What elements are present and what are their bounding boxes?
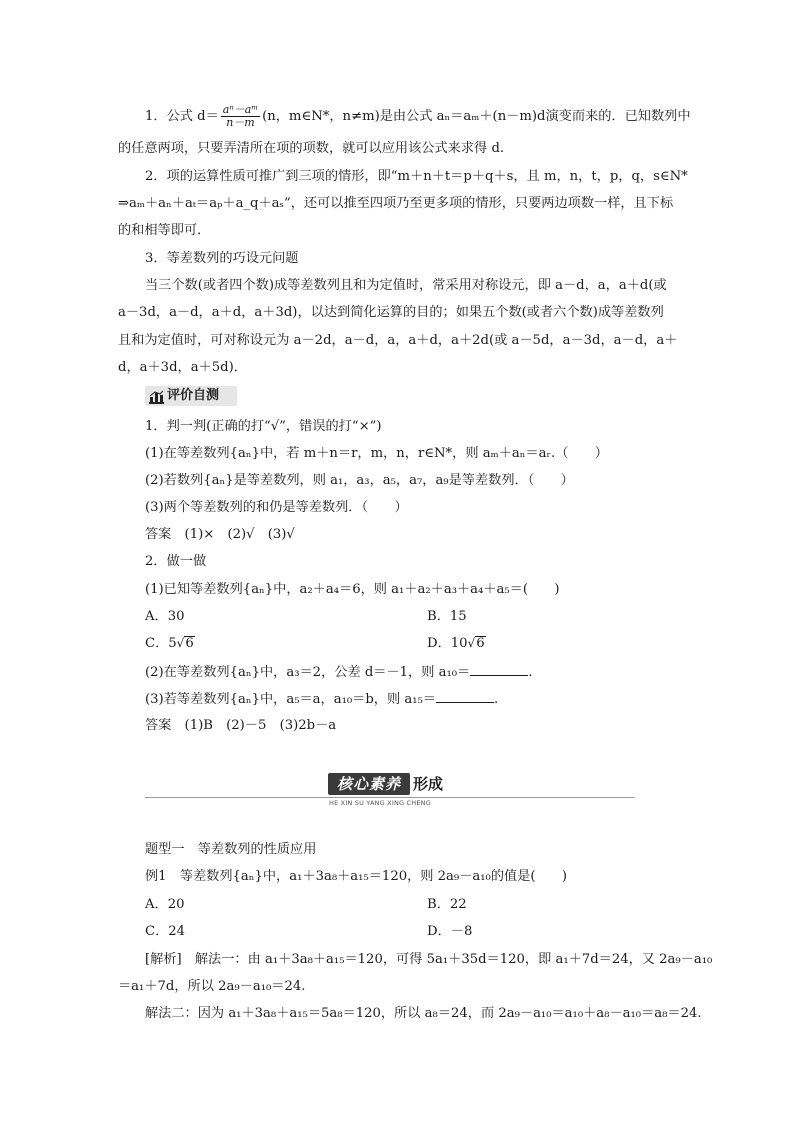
quiz-1-item-1: (1)在等差数列{aₙ}中，若 m＋n＝r，m，n，r∈N*，则 aₘ＋aₙ＝aᵣ.（ ） [145, 446, 608, 461]
example-1: 例1 等差数列{aₙ}中，a₁＋3a₈＋a₁₅＝120，则 2a₉－a₁₀的值是( ) [145, 869, 568, 884]
header-pinyin: HE XIN SU YANG XING CHENG [329, 799, 431, 807]
answer-blank [436, 690, 494, 703]
quiz-2-item-1: (1)已知等差数列{aₙ}中，a₂＋a₄＝6，则 a₁＋a₂＋a₃＋a₄＋a₅＝( ) [145, 582, 560, 597]
quiz-2-answer: 答案 (1)B (2)－5 (3)2b－a [145, 718, 337, 733]
example-option-a: A．20 [145, 897, 185, 912]
fraction-numerator: aⁿ－aᵐ [222, 103, 259, 116]
example-option-d: D．－8 [427, 924, 473, 939]
fraction-denominator: n－m [226, 116, 255, 129]
solution-1-line-2: ＝a₁＋7d，所以 2a₉－a₁₀＝24. [118, 979, 306, 994]
answer-blank [470, 663, 528, 676]
self-test-badge [145, 386, 237, 406]
quiz-1-item-3: (3)两个等差数列的和仍是等差数列．（ ） [145, 500, 408, 515]
example-option-b: B．22 [427, 897, 467, 912]
quiz-2-item-2-text: (2)在等差数列{aₙ}中，a₃＝2，公差 d＝－1，则 a₁₀＝ [145, 665, 471, 680]
note-3-body-3: 且和为定值时，可对称设元为 a－2d，a－d，a，a＋d，a＋2d(或 a－5d，a－3d，a－d，a＋ [118, 333, 678, 348]
header-highlight: 核心素养 [328, 773, 410, 795]
note-1-suffix: (n，m∈N*，n≠m)是由公式 aₙ＝aₘ＋(n－m)d演变而来的．已知数列中 [262, 109, 691, 124]
note-1 [145, 104, 691, 129]
bar-chart-icon [149, 389, 164, 403]
quiz-1-answer: 答案 (1)× (2)√ (3)√ [145, 527, 295, 542]
option-d-radicand: 6 [476, 636, 485, 651]
header-rule [145, 797, 635, 798]
fraction [221, 104, 260, 129]
note-3-body-4: d，a＋3d，a＋5d)． [118, 360, 247, 375]
note-1-prefix: 1．公式 d＝ [145, 109, 219, 124]
note-3-body-1: 当三个数(或者四个数)成等差数列且和为定值时，常采用对称设元，即 a－d，a，a＋d(或 [145, 278, 667, 293]
option-c-prefix: C．5 [145, 636, 177, 651]
note-2-cont-2: 的和相等即可． [118, 223, 211, 238]
option-a: A．30 [145, 609, 185, 624]
quiz-1-item-2: (2)若数列{aₙ}是等差数列，则 a₁，a₃，a₅，a₇，a₉是等差数列．（ ） [145, 473, 574, 488]
badge-label: 评价自测 [167, 388, 220, 403]
section-header [145, 768, 635, 807]
solution-2: 解法二：因为 a₁＋3a₈＋a₁₅＝5a₈＝120，所以 a₈＝24，而 2a₉－a₁₀＝a₁₀＋a₈－a₁₀＝a₈＝24. [145, 1006, 702, 1021]
option-b: B．15 [427, 609, 467, 624]
note-3-body-2: a－3d，a－d，a＋d，a＋3d)，以达到简化运算的目的；如果五个数(或者六个数)成等差数列 [118, 305, 664, 320]
solution-1-line-1: [解析] 解法一：由 a₁＋3a₈＋a₁₅＝120，可得 5a₁＋35d＝120，即 a₁＋7d＝24，又 2a₉－a₁₀ [145, 952, 713, 967]
option-d: D．10√6 [427, 636, 485, 651]
note-2-cont-1: ⇒aₘ＋aₙ＋aₜ＝aₚ＋a_q＋aₛ”，还可以推至四项乃至更多项的情形，只要两边项数一样，且下标 [118, 196, 674, 211]
option-c: C．5√6 [145, 636, 194, 651]
period: . [493, 692, 499, 707]
quiz-1-title: 1．判一判(正确的打“√”，错误的打“×”) [145, 419, 382, 434]
topic-title: 题型一 等差数列的性质应用 [145, 842, 317, 857]
period: . [528, 665, 533, 680]
note-3-title: 3．等差数列的巧设元问题 [145, 251, 299, 266]
note-2: 2．项的运算性质可推广到三项的情形，即“m＋n＋t＝p＋q＋s，且 m，n，t，p，q，s∈N* [145, 169, 688, 184]
quiz-2-item-3 [145, 690, 498, 709]
quiz-2-title: 2．做一做 [145, 554, 207, 569]
quiz-2-item-2 [145, 663, 532, 682]
option-d-prefix: D．10 [427, 636, 468, 651]
option-c-radicand: 6 [185, 636, 194, 651]
header-tail: 形成 [413, 775, 444, 793]
example-option-c: C．24 [145, 924, 186, 939]
quiz-2-item-3-text: (3)若等差数列{aₙ}中，a₅＝a，a₁₀＝b，则 a₁₅＝ [145, 692, 436, 707]
note-1-cont: 的任意两项，只要弄清所在项的项数，就可以应用该公式来求得 d. [118, 141, 505, 156]
